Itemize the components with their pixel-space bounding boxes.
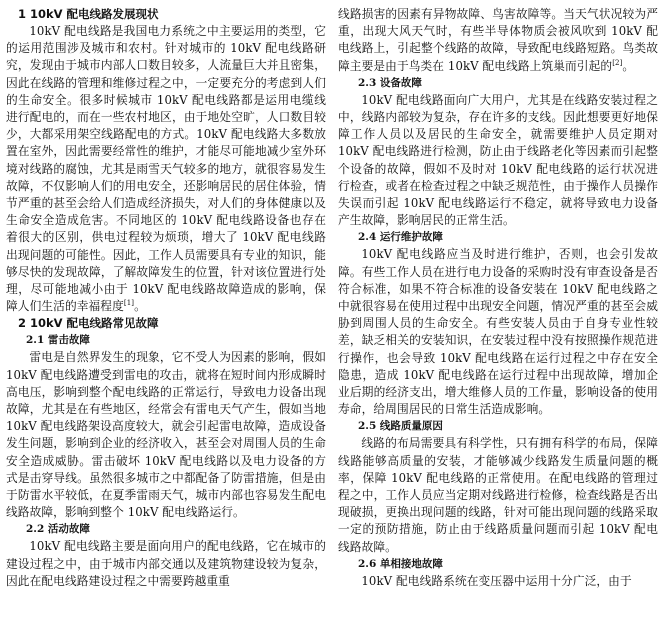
- section-2-4-heading: 2.4 运行维护故障: [358, 231, 443, 244]
- section-1-paragraph: [6, 23, 326, 315]
- section-2-3-heading: 2.3 设备故障: [358, 76, 422, 89]
- section-1-text: 10kV 配电线路是我国电力系统之中主要运用的类型，它的运用范围涉及城市和农村。针对城市的 10kV 配电线路研究，发现由于城市内部人口数目较多，人流量巨大并且密集，因此在线路的管理和维修过程之中，一定要充分的考虑到人们的生命安全。很多时候城市 10kV 配电线路都是运用电缆线进行配电的，而在一些农村地区，由于地处空旷，人口数目较少，大都采用架空线路配电的方式。10kV 配电线路大多数放置在室外，因此需要经常性的维护，才能尽可能地减少室外环境对线路的腐蚀，尤其是雨雪天气较多的地方，就很容易发生故障，不仅影响人们的用电安全，还影响居民的居住体验，情节严重的甚至会给人们造成经济损失，对人们的身体健康以及生命安全造成危害。不同地区的 10kV 配电线路设备也存在着很大的区别，供电过程较为烦琐，增大了 10kV 配电线路出现问题的可能性。因此，工作人员需要具有专业的知识，能够尽快的发现故障，了解故障发生的位置，针对该位置进行处理，尽可能地减小由于 10kV 配电线路故障造成的影响，保障人们生活的幸福程度: [6, 24, 326, 314]
- section-2-2-heading: 2.2 活动故障: [26, 523, 90, 536]
- section-2-1-paragraph: 雷电是自然界发生的现象，它不受人为因素的影响，假如 10kV 配电线路遭受到雷电的攻击，就将在短时间内形成瞬时高电压，影响到整个配电线路的正常运行，导致电力设备出现故障，尤其是在有些地区，经常会有雷电天气产生，假如当地 10kV 配电线路架设高度较大，就会引起雷电故障，造成设备发生问题，影响到企业的经济收入，甚至会对周围人员的生命安全造成威胁。雷击破坏 10kV 配电线路以及电力设备的方式是击穿导线。虽然很多城市之中都配备了防雷措施，但是由于防雷水平较低，在夏季雷雨天气，城市内部也容易发生配电线路故障，影响到整个 10kV 配电线路运行。: [6, 350, 326, 520]
- section-2-heading: 2 10kV 配电线路常见故障: [18, 316, 159, 331]
- section-2-5-paragraph: 线路的布局需要具有科学性，只有拥有科学的布局，保障线路能够高质量的安装，才能够减少线路发生质量问题的概率，保障 10kV 配电线路的正常使用。在配电线路的管理过程之中，工作人员应当定期对线路进行检修，检查线路是否出现破损，更换出现问题的线路，针对可能出现问题的线路采取一定的预防措施，防止由于线路质量问题而引起 10kV 配电线路故障。: [338, 436, 658, 554]
- continued-text: 线路损害的因素有异物故障、鸟害故障等。当天气状况较为严重，出现大风天气时，有些半导体物质会被风吹到 10kV 配电线路上，引起整个线路的故障，导致配电线路短路。鸟类故障主要是由于鸟类在 10kV 配电线路上筑巢而引起的: [338, 7, 658, 73]
- section-1-heading: 1 10kV 配电线路发展现状: [18, 7, 159, 21]
- section-2-4-paragraph: 10kV 配电线路应当及时进行维护，否则，也会引发故障。有些工作人员在进行电力设备的采购时没有审查设备是否符合标准，如果不符合标准的设备安装在 10kV 配电线路之中就很容易在使用过程中出现安全问题，情况严重的甚至会威胁到周围人员的生命安全。有些安装人员由于自身专业性较差，缺乏相关的安装知识，在安装过程中没有按照操作规范进行操作，也会导致 10kV 配电线路在运行过程之中存在安全隐患，造成 10kV 配电线路在运行过程中出现故障，增加企业后期的经济支出，增大维修人员的工作量，影响设备的使用寿命，给周围居民的日常生活造成影响。: [338, 247, 658, 417]
- section-2-5-heading: 2.5 线路质量原因: [358, 420, 443, 433]
- section-2-1-heading: 2.1 雷击故障: [26, 334, 90, 347]
- right-column: [338, 6, 658, 630]
- section-1-period: 。: [134, 299, 146, 314]
- continued-paragraph: [338, 6, 658, 75]
- continued-period: 。: [622, 58, 635, 73]
- section-2-6-heading: 2.6 单相接地故障: [358, 557, 443, 570]
- section-2-3-paragraph: 10kV 配电线路面向广大用户，尤其是在线路安装过程之中，线路内部较为复杂，存在许多的支线。因此想要更好地保障工作人员以及居民的生命安全，就需要维护人员定期对 10kV 配电线路进行检测，防止由于线路老化等因素而引起整个设备的故障，假如不及时对 10kV 配电线路的运行状况进行检查，或者在检查过程之中缺乏规范性，由于操作人员操作失误而引起 10kV 配电线路运行不稳定，就将导致电力设备产生故障，影响居民的正常生活。: [338, 92, 658, 228]
- section-2-2-paragraph: 10kV 配电线路主要是面向用户的配电线路，它在城市的建设过程之中，由于城市内部交通以及建筑物建设较为复杂，因此在配电线路建设过程之中需要跨越重重: [6, 539, 326, 588]
- citation-2: [2]: [612, 58, 623, 67]
- left-column: [6, 6, 326, 630]
- section-2-6-paragraph: 10kV 配电线路系统在变压器中运用十分广泛，由于: [361, 573, 632, 588]
- citation-1: [1]: [123, 299, 135, 308]
